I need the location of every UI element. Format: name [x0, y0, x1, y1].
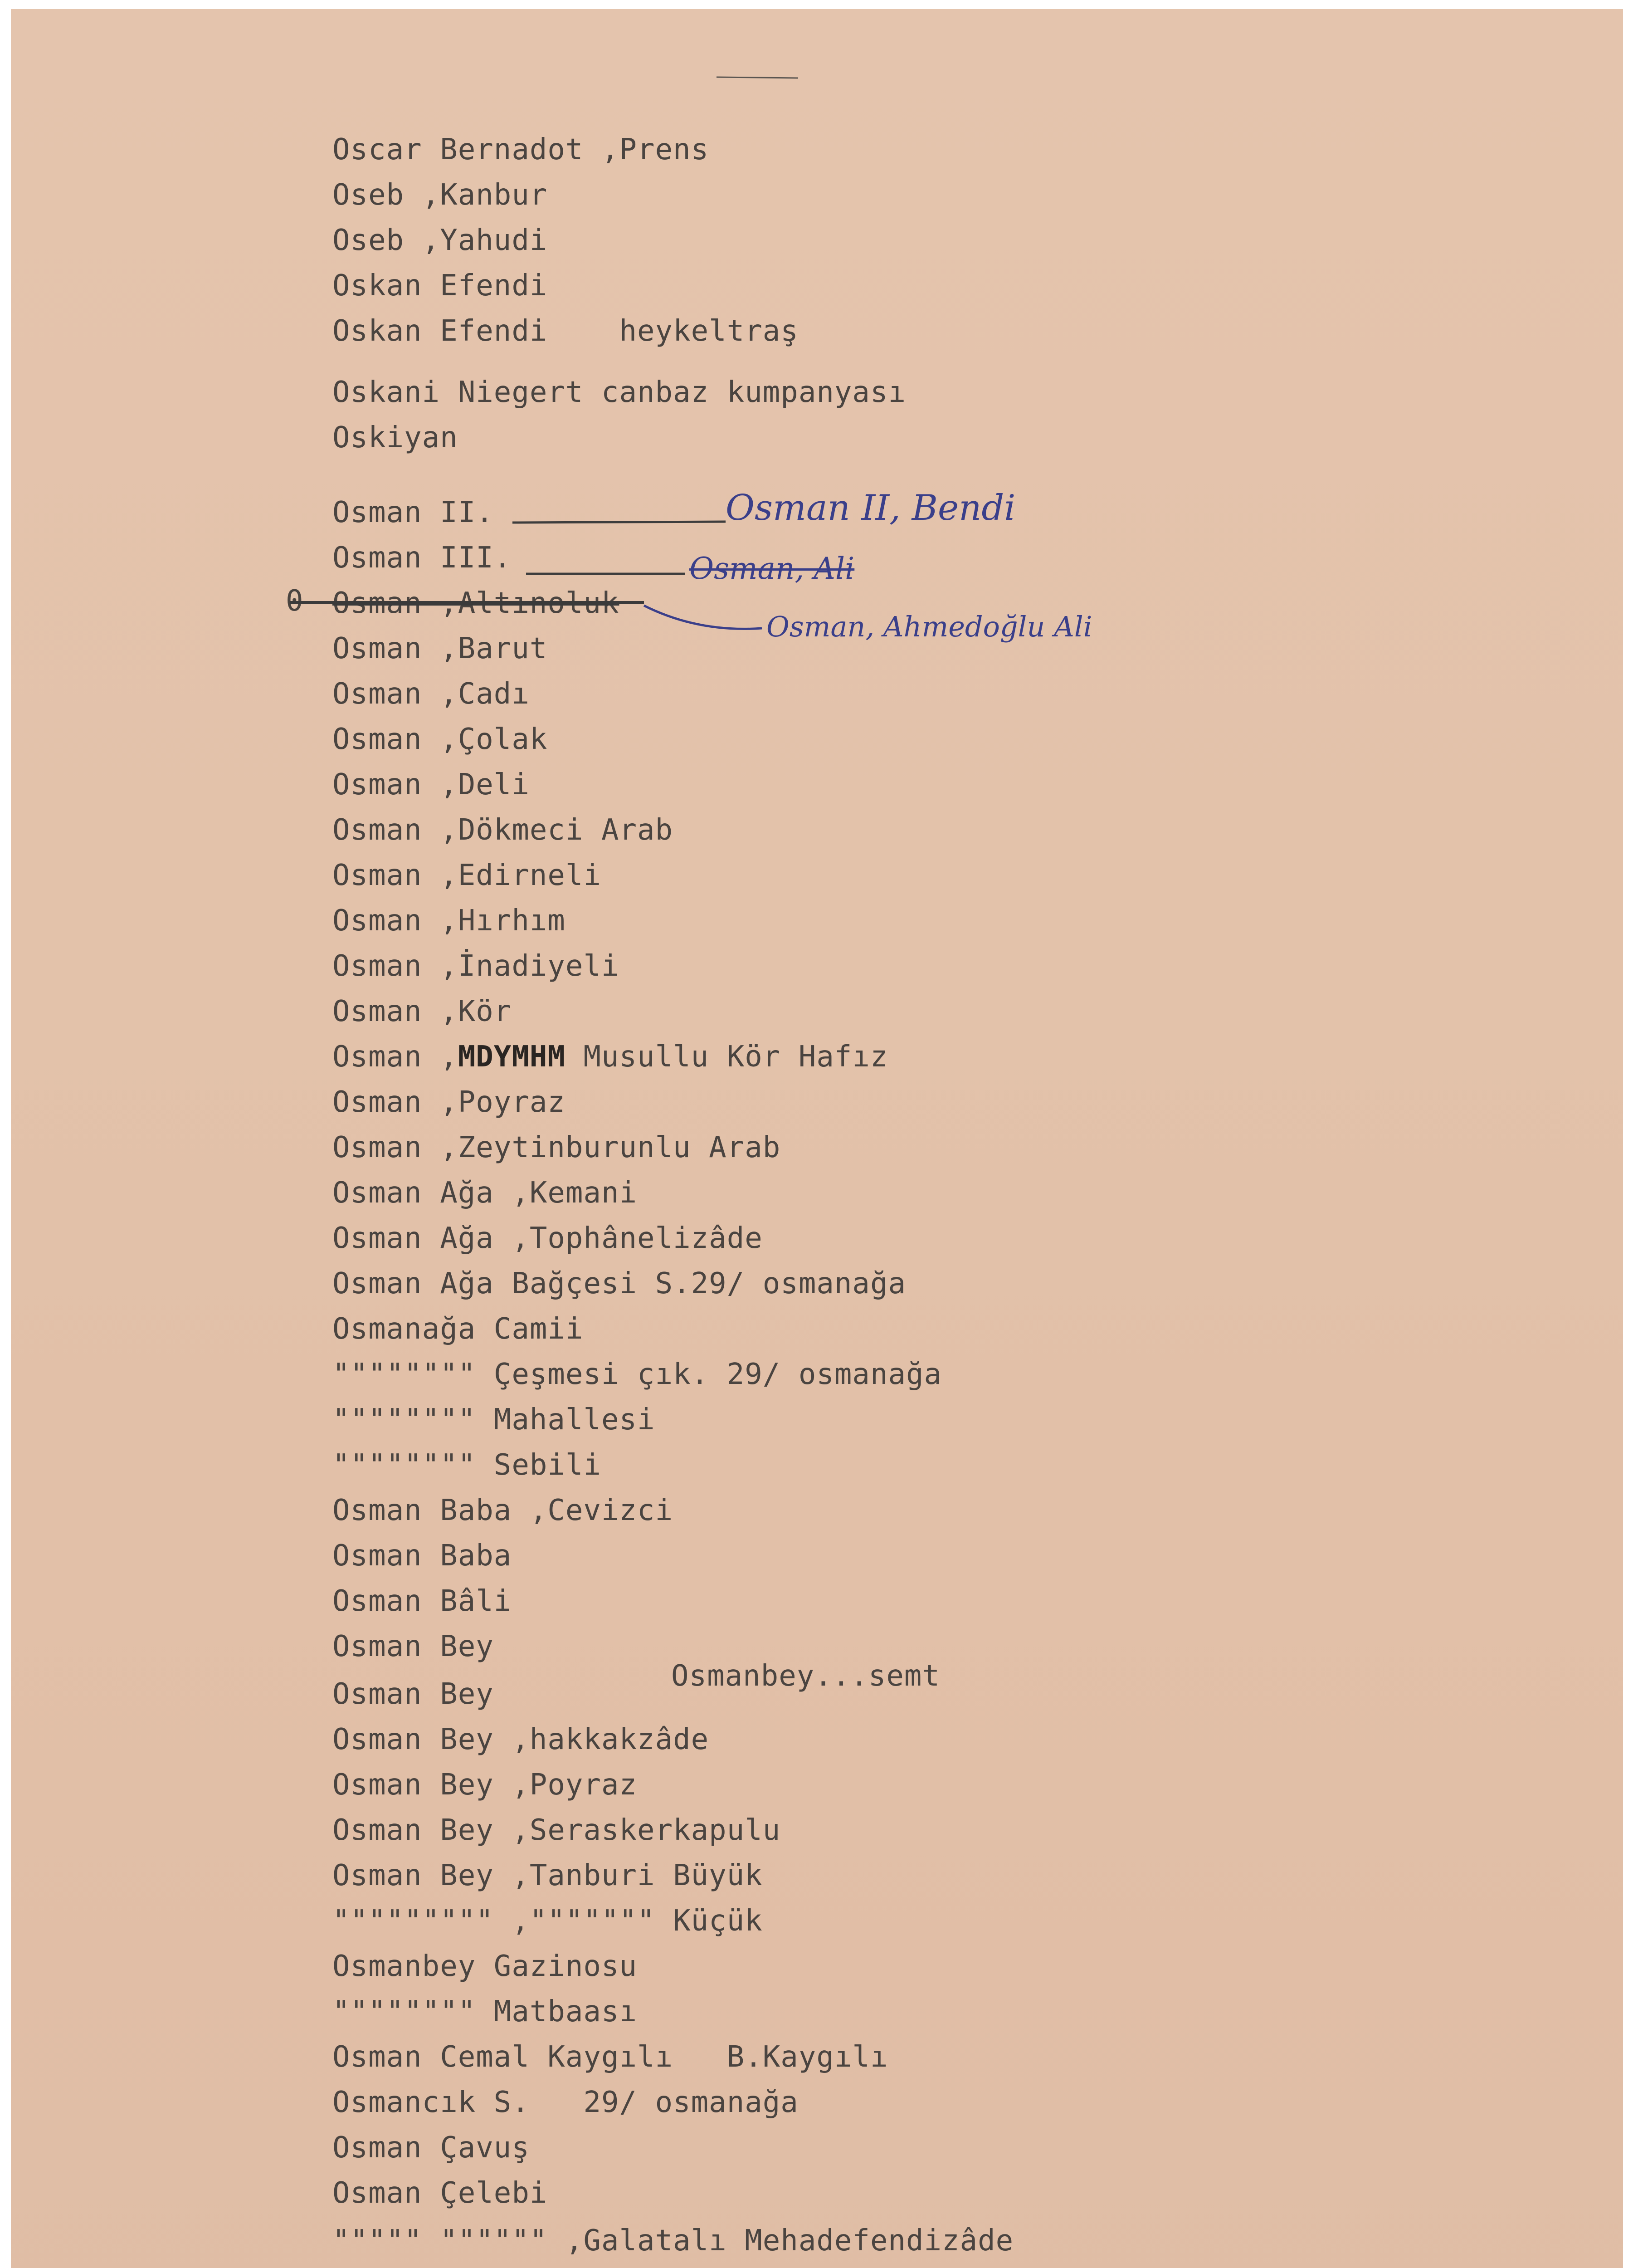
entry-line: Osman Ağa ,Kemani	[332, 1176, 638, 1210]
entry-line: """""""" Matbaası	[332, 1995, 638, 2028]
entry-line: Oscar Bernadot ,Prens	[332, 133, 709, 166]
entry-line: Osman Çelebi	[332, 2176, 548, 2210]
entry-line: Osman ,Dökmeci Arab	[332, 813, 673, 847]
entry-line: Oskan Efendi heykeltraş	[332, 314, 799, 348]
entry-line: Osman ,Kör	[332, 995, 512, 1028]
entry-prefix: Osman ,	[332, 1040, 458, 1074]
entry-line: Osmancık S. 29/ osmanağa	[332, 2086, 799, 2119]
entry-line: Osman ,Cadı	[332, 677, 530, 711]
entry-line: """""""" Mahallesi	[332, 1403, 655, 1437]
entry-line: Osman ,Çolak	[332, 723, 548, 756]
entry-line: Osman Bâli	[332, 1584, 512, 1618]
inline-note: Osmanbey...semt	[671, 1659, 940, 1693]
entry-suffix: Musullu Kör Hafız	[565, 1040, 888, 1074]
entry-line: """"""""" ,""""""" Küçük	[332, 1904, 763, 1938]
entry-line	[332, 1041, 888, 1073]
entry-line: Oseb ,Kanbur	[332, 178, 548, 212]
entry-line: Oskiyan	[332, 421, 458, 455]
struck-entry-text: Osman ,Altınoluk	[332, 587, 619, 620]
entry-line: Osman Bey ,Tanburi Büyük	[332, 1859, 763, 1892]
entry-line: Osman Bey ,hakkakzâde	[332, 1723, 709, 1756]
entry-line: Oskani Niegert canbaz kumpanyası	[332, 376, 906, 409]
entry-line: Osmanbey Gazinosu	[332, 1950, 638, 1983]
entry-line: Osmanağa Camii	[332, 1312, 584, 1346]
margin-mark: 0	[286, 584, 304, 618]
entry-line: Osman Baba ,Cevizci	[332, 1494, 673, 1527]
entry-line: Osman Baba	[332, 1539, 512, 1573]
entry-line: Osman III.	[332, 541, 512, 575]
entry-line: Osman II.	[332, 496, 494, 529]
entry-line: Osman ,Deli	[332, 768, 530, 802]
entry-line: Osman Bey ,Poyraz	[332, 1768, 638, 1802]
entry-line: Osman ,Poyraz	[332, 1085, 565, 1119]
entry-line: Osman Ağa ,Tophânelizâde	[332, 1222, 763, 1255]
entry-line	[332, 587, 619, 619]
entry-line: """""""" Çeşmesi çık. 29/ osmanağa	[332, 1358, 942, 1391]
handwritten-note-struck: Osman, Ali	[689, 551, 855, 586]
entry-line: Osman Bey	[332, 1630, 494, 1663]
entry-line: Osman Çavuş	[332, 2131, 530, 2165]
entry-line: Osman ,Barut	[332, 632, 548, 665]
entry-line: Osman Bey	[332, 1677, 494, 1711]
entry-line: """"" """""" ,Galatalı Mehadefendizâde	[332, 2224, 1014, 2258]
entry-line: Osman Cemal Kaygılı B.Kaygılı	[332, 2040, 888, 2074]
entry-line: """""""" Sebili	[332, 1448, 601, 1482]
entry-line: Osman ,Zeytinburunlu Arab	[332, 1131, 781, 1164]
overstruck-text: MDYMHM	[458, 1040, 565, 1074]
handwritten-note-osman-ii: Osman II, Bendi	[726, 488, 1016, 528]
entry-line: Oseb ,Yahudi	[332, 224, 548, 257]
entry-line: Osman Ağa Bağçesi S.29/ osmanağa	[332, 1267, 906, 1300]
entry-line: Oskan Efendi	[332, 269, 548, 303]
entry-line: Osman ,İnadiyeli	[332, 949, 619, 983]
entry-line: Osman ,Hırhım	[332, 904, 565, 938]
paper-sheet	[11, 9, 1623, 2268]
entry-line: Osman ,Edirneli	[332, 859, 601, 892]
entry-line: Osman Bey ,Seraskerkapulu	[332, 1813, 781, 1847]
handwritten-note-ahmedoglu: Osman, Ahmedoğlu Ali	[766, 610, 1092, 643]
